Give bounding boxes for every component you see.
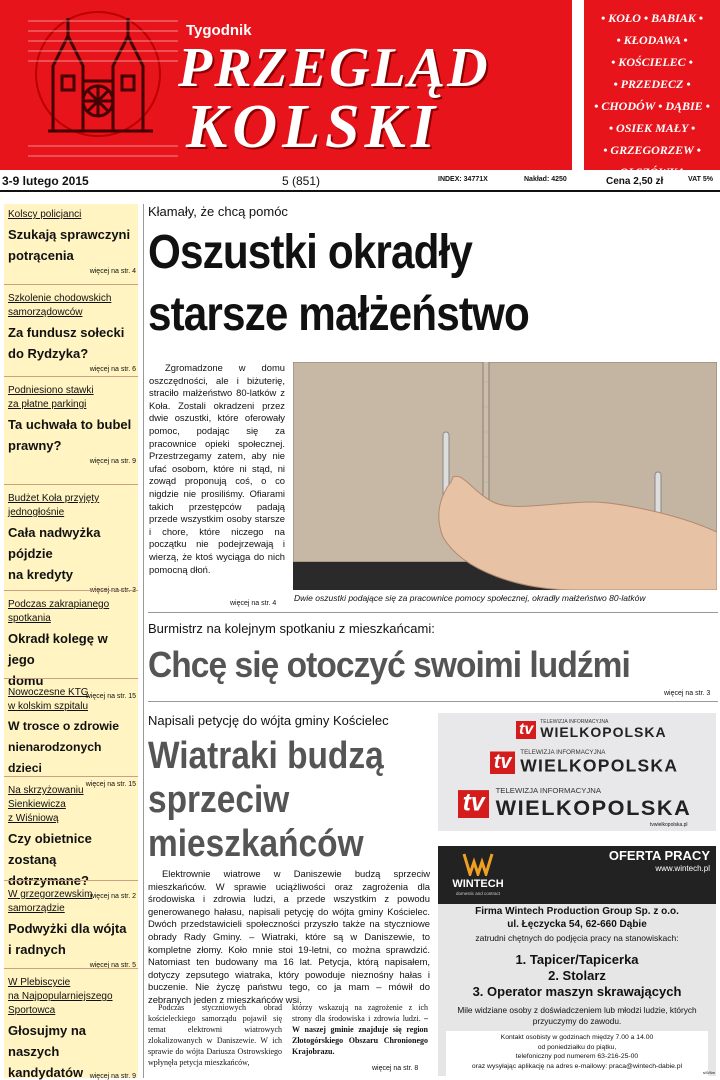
teaser-kicker: Szkolenie chodowskich samorządowców xyxy=(8,293,112,318)
price: Cena 2,50 zł xyxy=(606,176,664,187)
teaser[interactable] xyxy=(8,292,136,373)
teaser-headline: Szukają sprawczyni potrącenia xyxy=(8,227,131,263)
story3-more-link[interactable]: więcej na str. 8 xyxy=(372,1065,419,1072)
story2-headline[interactable]: Chcę się otoczyć swoimi ludźmi xyxy=(148,644,630,685)
story3-body: Elektrownie wiatrowe w Daniszewie budzą sprzeciw mieszkańców. W sprawie uciążliwości oraz zagrożenia dla środowiska i zdrowia ludzi, a przede wszystkim z powodu generowanego hałasu, napisali petycję do wójta gminy Kościelec. Dwóch przedstawicieli społeczności przyszło także na styczniowe obrady Rady Gminy. – Wiatraki, które są w Daniszewie, to kompletne złomy. Koło mnie stoi 19-letni, co można sprawdzić. Natomiast ten budowany ma 16 lat. Petycja, którą napisałem, dotyczy zepsutego wiatraka, który powoduje nieznośny hałas i buczenie. Nie życzę państwu tego, co ja mam – mówił do zebranych jeden z mieszkańców wsi. xyxy=(148,868,430,1005)
job-position: 1. Tapicer/Tapicerka xyxy=(515,952,639,967)
town-line: • KŁODAWA • xyxy=(616,33,688,47)
story2-kicker: Burmistrz na kolejnym spotkaniu z mieszkańcami: xyxy=(148,621,435,636)
town-hall-logo-icon xyxy=(28,6,178,166)
tv-logo-icon: tv xyxy=(490,751,515,774)
issue-index: INDEX: 34771X xyxy=(438,176,488,183)
teaser-kicker: Budżet Koła przyjęty jednogłośnie xyxy=(8,493,100,518)
job-intro: zatrudni chętnych do podjęcia pracy na stanowiskach: xyxy=(475,933,679,943)
teaser[interactable] xyxy=(8,208,136,275)
divider xyxy=(4,968,138,969)
masthead-title-line2: KOLSKI xyxy=(186,93,440,161)
teaser-more: więcej na str. 15 xyxy=(85,693,136,700)
teaser-headline: Podwyżki dla wójta i radnych xyxy=(8,921,127,957)
teaser-kicker: Podniesiono stawki za płatne parkingi xyxy=(8,385,94,410)
job-contact: Kontakt osobisty w godzinach między 7.00 a 14.00 od poniedziałku do piątku, telefoniczny pod numerem 63-216-25-00 oraz wysyłając aplikację na adres e-mailowy: praca@wintech-dabie.pl xyxy=(446,1031,708,1077)
job-company: Firma Wintech Production Group Sp. z o.o. xyxy=(475,906,679,917)
teaser-headline: W trosce o zdrowie nienarodzonych dzieci xyxy=(8,719,120,775)
teaser-headline: Ta uchwała to bubel prawny? xyxy=(8,417,132,453)
tv-logo-icon: tv xyxy=(516,721,536,739)
town-line: • GRZEGORZEW • xyxy=(603,143,701,157)
tv-ad-url[interactable]: tvwielkopolska.pl xyxy=(650,822,688,828)
teaser-more: więcej na str. 5 xyxy=(89,962,136,969)
job-position: 2. Stolarz xyxy=(548,968,606,983)
divider xyxy=(148,701,718,702)
job-address: ul. Łęczycka 54, 62-660 Dąbie xyxy=(507,919,647,930)
town-line: • KOŁO • BABIAK • xyxy=(601,11,703,25)
circulation: Nakład: 4250 xyxy=(524,176,567,183)
story3-kicker: Napisali petycję do wójta gminy Kościelec xyxy=(148,713,389,728)
divider xyxy=(4,776,138,777)
teaser-more: więcej na str. 9 xyxy=(89,1073,136,1080)
job-ad-title: OFERTA PRACY xyxy=(608,848,710,863)
teaser-kicker: Kolscy policjanci xyxy=(8,209,82,220)
issue-date: 3-9 lutego 2015 xyxy=(2,174,89,188)
teaser-more: więcej na str. 4 xyxy=(89,268,136,275)
lead-headline[interactable]: Oszustki okradły starsze małżeństwo xyxy=(148,226,529,341)
job-brand: WINTECH xyxy=(452,878,504,890)
job-ad-url[interactable]: www.wintech.pl xyxy=(655,864,710,873)
towns-box xyxy=(584,0,720,179)
teaser[interactable] xyxy=(8,976,136,1080)
teaser-headline: Czy obietnice zostaną dotrzymane? xyxy=(8,831,92,888)
teaser-headline: Za fundusz sołecki do Rydzyka? xyxy=(8,325,125,361)
lead-body: Zgromadzone w domu oszczędności, ale i biżuterię, straciło małżeństwo 80-latków z Koła. Zostali okradzeni przez dwie oszustki, które oferowały pomoc, podając się za pracownice opieki społecznej. Przestrzegamy zatem, aby nie ufać osobom, które ni stąd, ni zowąd proponują coś, o co nigdzie nie prosiliśmy. Ofiarami takich przestępców padają przede wszystkim osoby starsze i chore, które niczego na początku nie podejrzewają i wierzą, że ktoś wyciąga do nich pomocną dłoń. xyxy=(149,362,285,575)
divider xyxy=(4,284,138,285)
teaser-headline: Głosujmy na naszych kandydatów xyxy=(8,1023,87,1080)
issue-number: 5 (851) xyxy=(282,174,321,188)
tv-wielkopolska-ad[interactable]: tv TELEWIZJA INFORMACYJNA WIELKOPOLSKA tv TELEWIZJA INFORMACYJNA WIELKOPOLSKA tv TELEWIZJA INFORMACYJNA WIELKOPOLSKA xyxy=(438,713,716,831)
vat: VAT 5% xyxy=(688,176,714,183)
footer-code: s/0/6m xyxy=(703,1070,716,1075)
story3-column2: którzy wskazują na zagrożenie z ich strony dla środowiska i zdrowia ludzi. – W naszej gminie znajduje się region Złotogórskiego Obszaru Chronionego Krajobrazu. xyxy=(292,1003,429,1056)
teaser[interactable] xyxy=(8,598,136,700)
masthead-title-line1: PRZEGLĄD xyxy=(178,37,490,99)
teaser[interactable] xyxy=(8,888,136,969)
column-divider xyxy=(143,204,144,1078)
cabinet-hand-photo xyxy=(293,362,717,590)
job-note: Mile widziane osoby z doświadczeniem lub młodzi ludzie, których przyuczymy do zawodu. xyxy=(457,1005,697,1026)
tv-logo-icon: tv xyxy=(458,789,489,817)
story3-headline[interactable]: Wiatraki budzą sprzeciw mieszkańców xyxy=(148,735,384,865)
town-line: • OSIEK MAŁY • xyxy=(608,121,696,135)
teaser[interactable] xyxy=(8,492,136,594)
divider xyxy=(4,376,138,377)
teaser-more: więcej na str. 6 xyxy=(89,366,136,373)
teaser[interactable] xyxy=(8,384,136,465)
divider xyxy=(4,590,138,591)
teaser-kicker: Podczas zakrapianego spotkania xyxy=(8,599,110,624)
divider xyxy=(4,678,138,679)
teaser-kicker: Na skrzyżowaniu Sienkiewicza z Wiśniową xyxy=(8,785,84,824)
town-line: • KOŚCIELEC • xyxy=(611,55,693,69)
divider xyxy=(4,484,138,485)
teaser[interactable] xyxy=(8,784,136,900)
teaser-more: więcej na str. 15 xyxy=(85,781,136,788)
wintech-logo-icon xyxy=(462,852,494,876)
teaser[interactable] xyxy=(8,686,136,788)
divider xyxy=(148,612,718,613)
teaser-kicker: W Plebiscycie na Najpopularniejszego Sportowca xyxy=(8,977,113,1016)
job-brand-sub: domestic and contract xyxy=(455,891,501,896)
divider xyxy=(4,880,138,881)
town-line: • OLSZÓWKA • xyxy=(612,165,692,179)
job-position: 3. Operator maszyn skrawających xyxy=(472,984,682,999)
sidebar-teasers xyxy=(4,204,138,1078)
town-line: • CHODÓW • DĄBIE • xyxy=(594,99,710,113)
teaser-kicker: W grzegorzewskim samorządzie xyxy=(8,889,93,914)
issue-info-bar xyxy=(0,172,720,192)
photo-caption: Dwie oszustki podające się za pracownice pomocy społecznej, okradły małżeństwo 80-latków xyxy=(294,593,646,603)
masthead-weekly-label: Tygodnik xyxy=(186,22,252,39)
teaser-more: więcej na str. 3 xyxy=(89,587,136,594)
lead-more-link[interactable]: więcej na str. 4 xyxy=(230,600,277,607)
story3-column1: Podczas styczniowych obrad kościeleckiego samorządu pojawił się temat elektrowni wiatrowych zlokalizowanych w Daniszewie. W ich sprawie do wójta Dariusza Ostrowskiego wpłynęła petycja mieszkańców, xyxy=(148,1003,282,1067)
teaser-more: więcej na str. 9 xyxy=(89,458,136,465)
teaser-more: więcej na str. 2 xyxy=(89,893,136,900)
teaser-kicker: Nowoczesne KTG w kolskim szpitalu xyxy=(8,687,89,712)
teaser-headline: Okradł kolegę w jego domu xyxy=(8,631,108,688)
teaser-headline: Cała nadwyżka pójdzie na kredyty xyxy=(8,525,101,582)
town-line: • PRZEDECZ • xyxy=(613,77,691,91)
lead-kicker: Kłamały, że chcą pomóc xyxy=(148,204,288,219)
job-positions xyxy=(438,952,716,1000)
story2-more-link[interactable]: więcej na str. 3 xyxy=(664,690,711,697)
